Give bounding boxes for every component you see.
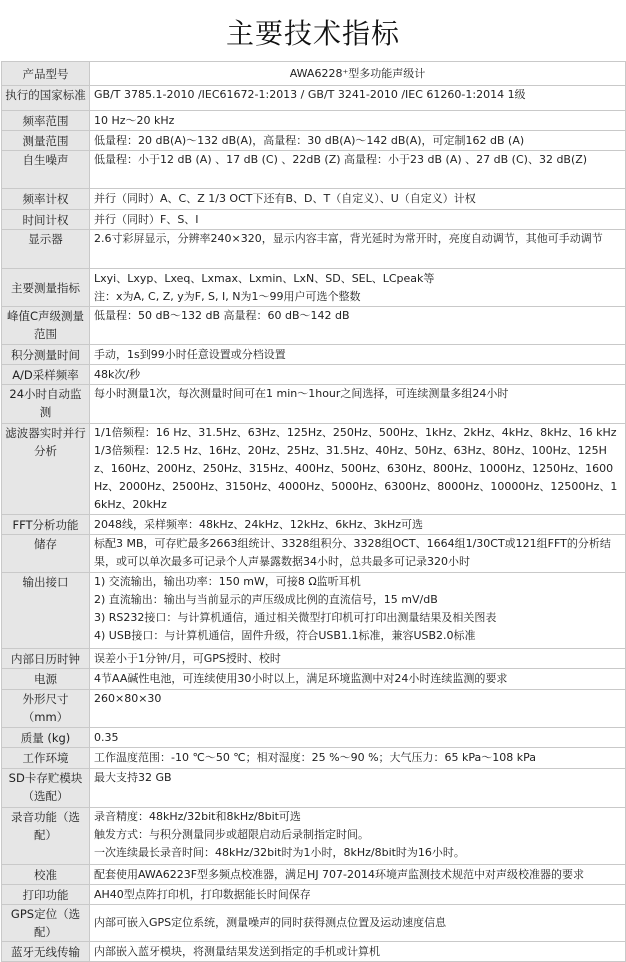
spec-row <box>2 885 626 905</box>
spec-key: 24小时自动监测 <box>2 385 90 424</box>
spec-key: 主要测量指标 <box>2 269 90 307</box>
spec-value <box>90 669 626 690</box>
spec-value-line: AWA6228⁺型多功能声级计 <box>289 66 426 80</box>
spec-key: 产品型号 <box>2 62 90 86</box>
spec-value-line: 误差小于1分钟/月，可GPS授时、校时 <box>94 651 281 665</box>
spec-row <box>2 131 626 151</box>
spec-key: 内部日历时钟 <box>2 649 90 669</box>
spec-value <box>90 189 626 210</box>
spec-value-line: 录音精度：48kHz/32bit和8kHz/8bit可选 <box>94 810 301 823</box>
spec-row <box>2 365 626 385</box>
spec-value <box>90 769 626 808</box>
spec-key: 录音功能（选配） <box>2 808 90 865</box>
spec-value-line: 最大支持32 GB <box>94 771 172 784</box>
spec-value <box>90 748 626 769</box>
spec-table <box>1 61 626 962</box>
spec-value-line: GB/T 3785.1-2010 /IEC61672-1:2013 / GB/T 3241-2010 /IEC 61260-1:2014 1级 <box>94 88 526 101</box>
spec-key: 工作环境 <box>2 748 90 769</box>
spec-key: FFT分析功能 <box>2 515 90 535</box>
spec-key: 电源 <box>2 669 90 690</box>
spec-value <box>90 86 626 111</box>
spec-value-line: 2048线，采样频率：48kHz、24kHz、12kHz、6kHz、3kHz可选 <box>94 517 424 531</box>
spec-key: 输出接口 <box>2 573 90 649</box>
spec-key: 频率计权 <box>2 189 90 210</box>
spec-key: GPS定位（选配） <box>2 905 90 942</box>
spec-value <box>90 269 626 307</box>
spec-row <box>2 345 626 365</box>
spec-value-line: 4节AA碱性电池，可连续使用30小时以上，满足环境监测中对24小时连续监测的要求 <box>94 672 508 685</box>
spec-row <box>2 62 626 86</box>
spec-key: 校准 <box>2 865 90 885</box>
spec-value-line: 配套使用AWA6223F型多频点校准器，满足HJ 707-2014环境声监测技术规范中对声级校准器的要求 <box>94 867 585 881</box>
spec-key: SD卡存贮模块（选配） <box>2 769 90 808</box>
spec-value-line: 低量程：小于12 dB (A) 、17 dB (C) 、22dB (Z) 高量程：小于23 dB (A) 、27 dB (C)、32 dB(Z) <box>94 153 588 166</box>
spec-key: 执行的国家标准 <box>2 86 90 111</box>
spec-value <box>90 573 626 649</box>
spec-row <box>2 690 626 728</box>
spec-value-line: 低量程：20 dB(A)～132 dB(A)，高量程：30 dB(A)～142 dB(A)，可定制162 dB (A) <box>94 133 525 147</box>
spec-value <box>90 210 626 230</box>
spec-row <box>2 728 626 748</box>
spec-value <box>90 728 626 748</box>
spec-key: 显示器 <box>2 230 90 269</box>
spec-value-line: 48k次/秒 <box>94 367 141 381</box>
spec-table-body <box>2 62 626 962</box>
spec-value-line: 1) 交流输出，输出功率：150 mW，可接8 Ω监听耳机 <box>94 575 361 588</box>
page-title: 主要技术指标 <box>225 17 400 50</box>
spec-value-line: 低量程：50 dB～132 dB 高量程：60 dB～142 dB <box>94 309 350 322</box>
spec-row <box>2 86 626 111</box>
spec-key: 峰值C声级测量范围 <box>2 307 90 345</box>
spec-value-line: 每小时测量1次，每次测量时间可在1 min～1hour之间选择，可连续测量多组24小时 <box>94 387 509 400</box>
spec-row <box>2 535 626 573</box>
spec-value-line: 3) RS232接口：与计算机通信，通过相关微型打印机可打印出测量结果及相关图表 <box>94 611 497 624</box>
spec-row <box>2 210 626 230</box>
spec-value-line: 1/3倍频程：12.5 Hz、16Hz、20Hz、25Hz、31.5Hz、40Hz、50Hz、63Hz、80Hz、100Hz、125Hz、160Hz、200Hz、250Hz、315Hz、400Hz、500Hz、630Hz、800Hz、1000Hz、1250Hz、1600Hz、2000Hz、2500Hz、3150Hz、4000Hz、5000Hz、6300Hz、8000Hz、10000Hz、12500Hz、16kHz、20kHz <box>94 444 618 511</box>
spec-value <box>90 649 626 669</box>
spec-value <box>90 535 626 573</box>
spec-row <box>2 573 626 649</box>
spec-key: 滤波器实时并行分析 <box>2 424 90 515</box>
spec-value-line: 注：x为A, C, Z, y为F, S, I, N为1～99用户可选个整数 <box>94 289 361 303</box>
spec-key: 蓝牙无线传输 <box>2 942 90 962</box>
spec-value-line: 260×80×30 <box>94 692 162 705</box>
spec-value-line: 标配3 MB，可存贮最多2663组统计、3328组积分、3328组OCT、1664组1/30CT或121组FFT的分析结果，或可以单次最多可记录个人声暴露数据34小时，总共最多可记录320小时 <box>94 537 611 568</box>
spec-value-line: 0.35 <box>94 730 119 744</box>
spec-value <box>90 62 626 86</box>
spec-key: 积分测量时间 <box>2 345 90 365</box>
spec-value-line: 内部可嵌入GPS定位系统，测量噪声的同时获得测点位置及运动速度信息 <box>94 916 447 929</box>
spec-row <box>2 111 626 131</box>
spec-value-line: Lxyi、Lxyp、Lxeq、Lxmax、Lxmin、LxN、SD、SEL、LCpeak等 <box>94 271 435 285</box>
spec-value <box>90 690 626 728</box>
spec-row <box>2 307 626 345</box>
spec-row <box>2 151 626 189</box>
spec-value-line: 2.6寸彩屏显示，分辨率240×320，显示内容丰富，背光延时为常开时，亮度自动调节，其他可手动调节 <box>94 232 603 245</box>
spec-value-line: 4) USB接口：与计算机通信，固件升级，符合USB1.1标准，兼容USB2.0标准 <box>94 629 476 642</box>
spec-value <box>90 345 626 365</box>
spec-value <box>90 865 626 885</box>
spec-value-line: 工作温度范围：-10 ℃～50 ℃；相对湿度：25 %～90 %；大气压力：65 kPa～108 kPa <box>94 751 537 764</box>
spec-value <box>90 942 626 962</box>
spec-key: 自生噪声 <box>2 151 90 189</box>
spec-value-line: 2) 直流输出：输出与当前显示的声压级成比例的直流信号，15 mV/dB <box>94 593 438 606</box>
spec-value-line: 触发方式：与积分测量同步或超限启动后录制指定时间。 <box>94 828 369 841</box>
spec-value <box>90 424 626 515</box>
spec-key: 质量 (kg) <box>2 728 90 748</box>
spec-value <box>90 230 626 269</box>
spec-key: 时间计权 <box>2 210 90 230</box>
spec-key: 打印功能 <box>2 885 90 905</box>
spec-value <box>90 307 626 345</box>
spec-row <box>2 230 626 269</box>
spec-row <box>2 748 626 769</box>
spec-value <box>90 151 626 189</box>
spec-row <box>2 669 626 690</box>
spec-value-line: 内部嵌入蓝牙模块，将测量结果发送到指定的手机或计算机 <box>94 944 380 958</box>
spec-row <box>2 189 626 210</box>
spec-value <box>90 131 626 151</box>
spec-value <box>90 885 626 905</box>
spec-value <box>90 111 626 131</box>
spec-key: 频率范围 <box>2 111 90 131</box>
spec-value-line: AH40型点阵打印机，打印数据能长时间保存 <box>94 887 311 901</box>
spec-value <box>90 808 626 865</box>
spec-key: 储存 <box>2 535 90 573</box>
spec-key: A/D采样频率 <box>2 365 90 385</box>
spec-value <box>90 515 626 535</box>
spec-value-line: 一次连续最长录音时间：48kHz/32bit时为1小时，8kHz/8bit时为16小时。 <box>94 846 465 859</box>
spec-row <box>2 515 626 535</box>
spec-row <box>2 424 626 515</box>
spec-value <box>90 905 626 942</box>
spec-value-line: 手动，1s到99小时任意设置或分档设置 <box>94 347 286 361</box>
spec-row <box>2 269 626 307</box>
spec-row <box>2 385 626 424</box>
spec-row <box>2 865 626 885</box>
spec-row <box>2 942 626 962</box>
spec-key: 测量范围 <box>2 131 90 151</box>
spec-value-line: 并行（同时）A、C、Z 1/3 OCT下还有B、D、T（自定义）、U（自定义）计权 <box>94 192 476 205</box>
spec-row <box>2 649 626 669</box>
spec-value <box>90 385 626 424</box>
spec-value-line: 并行（同时）F、S、I <box>94 212 199 226</box>
spec-key: 外形尺寸（mm） <box>2 690 90 728</box>
spec-row <box>2 808 626 865</box>
spec-value-line: 1/1倍频程：16 Hz、31.5Hz、63Hz、125Hz、250Hz、500Hz、1kHz、2kHz、4kHz、8kHz、16 kHz <box>94 426 617 439</box>
spec-row <box>2 769 626 808</box>
spec-row <box>2 905 626 942</box>
spec-value <box>90 365 626 385</box>
spec-value-line: 10 Hz～20 kHz <box>94 113 175 127</box>
